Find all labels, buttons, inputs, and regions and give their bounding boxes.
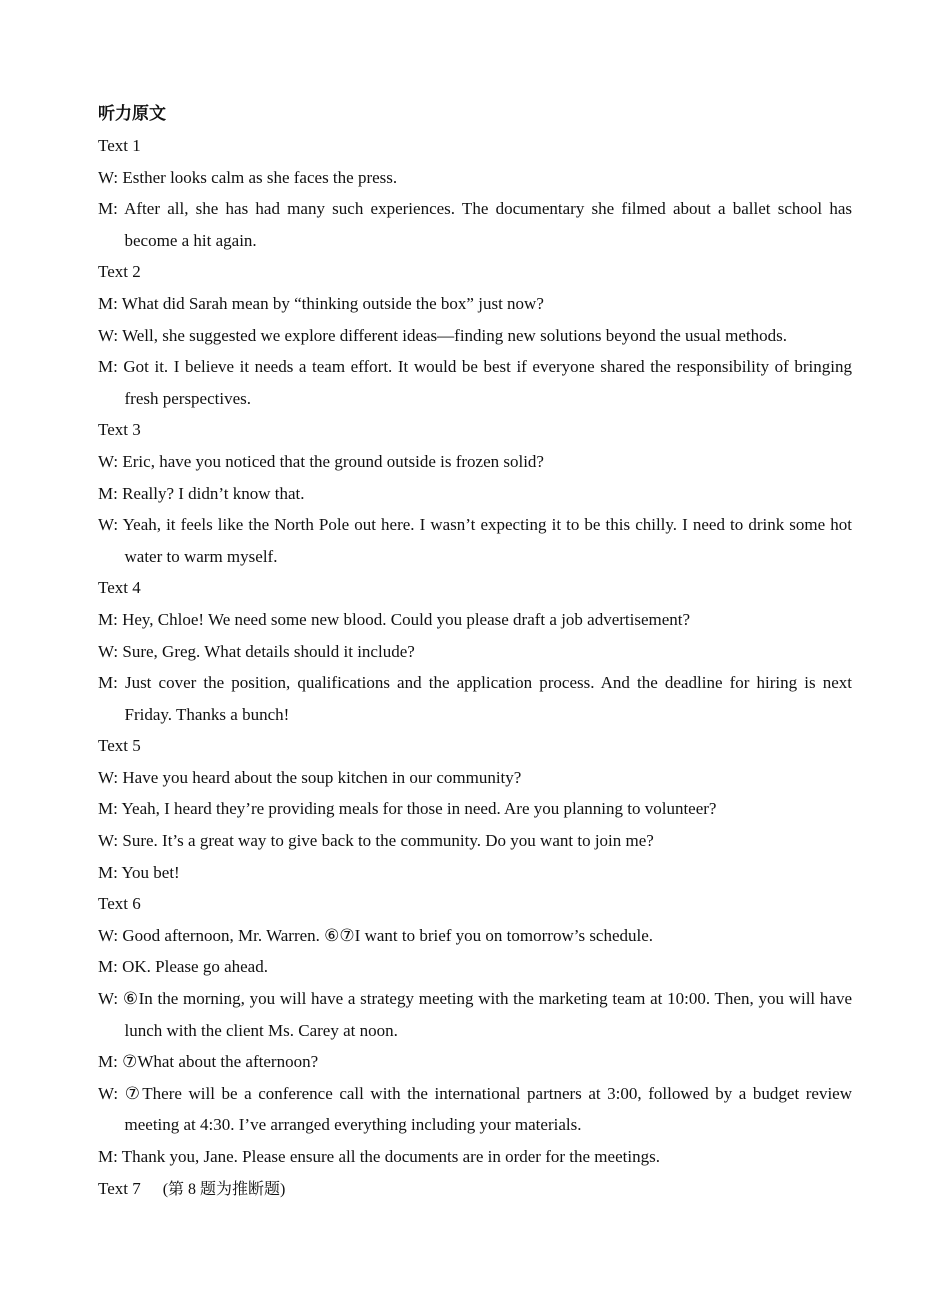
dialogue-line: M: ⑦What about the afternoon? xyxy=(98,1052,319,1072)
dialogue-line: M: Got it. I believe it needs a team effort. It would be best if everyone shared the responsibility of bringing fresh perspectives. xyxy=(98,357,852,408)
section-label-text-7 xyxy=(98,1173,852,1206)
dialogue-line: W: Esther looks calm as she faces the press. xyxy=(98,167,398,187)
dialogue-line: M: What did Sarah mean by “thinking outside the box” just now? xyxy=(98,293,544,313)
section-label-text-1: Text 1 xyxy=(98,136,141,155)
dialogue-line: W: Sure. It’s a great way to give back to the community. Do you want to join me? xyxy=(98,831,654,851)
dialogue-line: M: You bet! xyxy=(98,862,180,882)
transcript-page xyxy=(98,99,852,1205)
section-label-text-2: Text 2 xyxy=(98,262,141,282)
dialogue-line: W: Eric, have you noticed that the ground outside is frozen solid? xyxy=(98,451,544,471)
dialogue-line: M: After all, she has had many such experiences. The documentary she filmed about a ballet school has become a hit again. xyxy=(98,199,852,250)
dialogue-line: M: Hey, Chloe! We need some new blood. Could you please draft a job advertisement? xyxy=(98,609,691,629)
section-label-text-4: Text 4 xyxy=(98,578,141,598)
dialogue-line: M: Really? I didn’t know that. xyxy=(98,483,305,503)
page-title: 听力原文 xyxy=(98,104,166,124)
dialogue-line: W: Have you heard about the soup kitchen in our community? xyxy=(98,767,522,787)
dialogue-line: M: Thank you, Jane. Please ensure all the documents are in order for the meetings. xyxy=(98,1147,660,1166)
dialogue-line: W: Good afternoon, Mr. Warren. ⑥⑦I want to brief you on tomorrow’s schedule. xyxy=(98,925,654,945)
dialogue-line: W: Well, she suggested we explore different ideas—finding new solutions beyond the usual methods. xyxy=(98,325,788,345)
dialogue-line: W: Yeah, it feels like the North Pole out here. I wasn’t expecting it to be this chilly. I need to drink some hot water to warm myself. xyxy=(98,515,852,566)
dialogue-line: M: OK. Please go ahead. xyxy=(98,957,268,977)
section-label-text-5: Text 5 xyxy=(98,736,141,756)
dialogue-line: W: ⑥In the morning, you will have a strategy meeting with the marketing team at 10:00. Then, you will have lunch with the client Ms. Carey at noon. xyxy=(98,989,852,1040)
section-note: (第 8 题为推断题) xyxy=(162,1180,286,1198)
section-label: Text 7 xyxy=(98,1178,141,1198)
section-label-text-6: Text 6 xyxy=(98,894,141,914)
dialogue-line: M: Yeah, I heard they’re providing meals for those in need. Are you planning to volunteer? xyxy=(98,799,717,819)
dialogue-line: W: Sure, Greg. What details should it include? xyxy=(98,641,415,661)
dialogue-line: M: Just cover the position, qualifications and the application process. And the deadline for hiring is next Friday. Thanks a bunch! xyxy=(98,673,852,724)
dialogue-line: W: ⑦There will be a conference call with the international partners at 3:00, followed by a budget review meeting at 4:30. I’ve arranged everything including your materials. xyxy=(98,1083,852,1135)
section-label-text-3: Text 3 xyxy=(98,420,141,440)
